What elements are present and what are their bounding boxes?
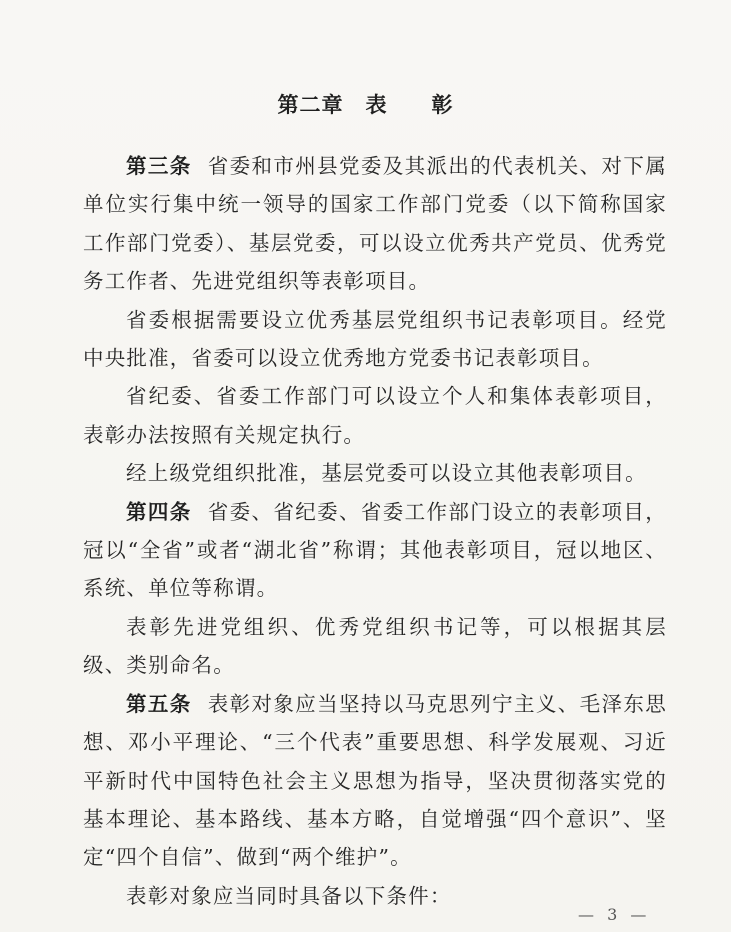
article-label: 第五条 [126, 691, 192, 716]
paragraph-article-3 [83, 147, 667, 301]
paragraph-article-4 [83, 493, 667, 608]
paragraph [83, 301, 667, 378]
page-number: — 3 — [578, 905, 651, 924]
paragraph-text: 表彰对象应当同时具备以下条件： [126, 883, 452, 908]
paragraph-text: 经上级党组织批准，基层党委可以设立其他表彰项目。 [126, 461, 647, 486]
paragraph-text: 省纪委、省委工作部门可以设立个人和集体表彰项目，表彰办法按照有关规定执行。 [83, 384, 667, 447]
article-label: 第三条 [126, 154, 192, 178]
paragraph-text: 省委、省纪委、省委工作部门设立的表彰项目，冠以“全省”或者“湖北省”称谓；其他表彰项目，冠以地区、系统、单位等称谓。 [83, 499, 667, 601]
article-label: 第四条 [126, 499, 192, 524]
document-body [83, 147, 667, 915]
paragraph [83, 454, 667, 492]
paragraph-article-5 [83, 685, 667, 877]
paragraph [83, 608, 667, 685]
paragraph-text: 省委根据需要设立优秀基层党组织书记表彰项目。经党中央批准，省委可以设立优秀地方党委书记表彰项目。 [83, 307, 667, 371]
paragraph-text: 省委和市州县党委及其派出的代表机关、对下属单位实行集中统一领导的国家工作部门党委（以下简称国家工作部门党委）、基层党委，可以设立优秀共产党员、优秀党务工作者、先进党组织等表彰项目。 [83, 154, 667, 294]
paragraph [83, 377, 667, 454]
paragraph-text: 表彰先进党组织、优秀党组织书记等，可以根据其层级、类别命名。 [83, 614, 667, 678]
paragraph-text: 表彰对象应当坚持以马克思列宁主义、毛泽东思想、邓小平理论、“三个代表”重要思想、科学发展观、习近平新时代中国特色社会主义思想为指导，坚决贯彻落实党的基本理论、基本路线、基本方略，自觉增强“四个意识”、坚定“四个自信”、做到“两个维护”。 [83, 691, 667, 870]
chapter-title: 第二章 表 彰 [277, 93, 454, 117]
